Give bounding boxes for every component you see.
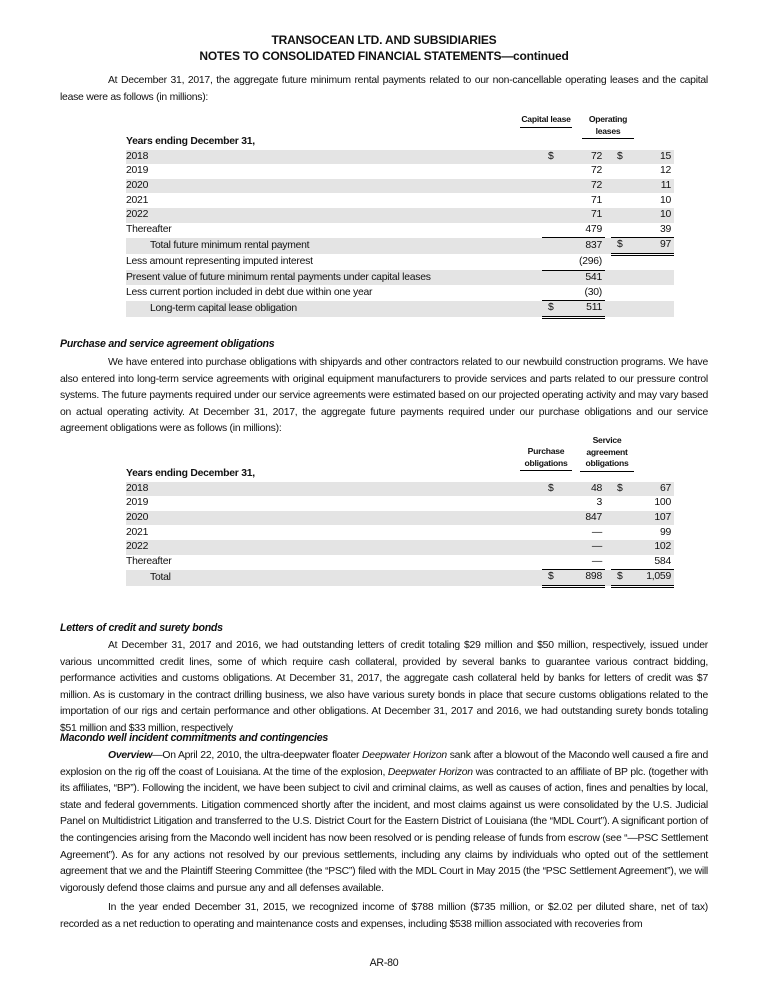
value-col1: 72 [590,165,602,177]
dollar-sign: $ [542,482,562,497]
dollar-sign [611,525,631,540]
col-header-capital: Capital lease [520,114,572,128]
purchase-text: We have entered into purchase obligations with shipyards and other contractors related to our newbuild construction programs. We have also entered into long-term service agreements with original equipment manufacturers to provide services and parts related to our pressure control systems. The future payments required under our service agreements were estimated based on our projected operating activity and may vary based on actual operating activity. At December 31, 2017, the aggregate future payments required under our purchase obligations and our service agreement obligations were as follows (in millions): [60,357,708,435]
dollar-sign [542,496,562,511]
value-col2 [631,254,674,270]
row-label: 2022 [126,540,542,555]
dollar-sign [611,285,631,300]
dollar-sign [611,270,631,285]
value-col2: 12 [659,165,671,177]
row-label: 2018 [126,150,542,165]
rig-name: Deepwater Horizon [362,750,447,761]
table-row [126,238,674,255]
dollar-sign: $ [611,482,631,497]
value-col2: 11 [631,179,674,194]
row-label: 2021 [126,194,149,206]
table-row [126,570,674,587]
dollar-sign [542,179,562,194]
value-col2: 99 [659,526,671,538]
dollar-sign [542,238,562,255]
table-row [126,301,674,318]
lease-table [126,135,674,319]
table-row [126,555,674,570]
value-col1: 71 [590,194,602,206]
table-row [126,150,674,165]
value-col2: 10 [631,208,674,223]
value-col1: 837 [562,238,605,255]
row-label: Thereafter [126,556,172,568]
table-row [126,254,674,270]
table-row [126,164,674,179]
dollar-sign [611,193,631,208]
dollar-sign [611,254,631,270]
value-col1: 511 [562,301,605,318]
table-row [126,496,674,511]
value-col2: 102 [631,540,674,555]
dollar-sign [542,511,562,526]
value-col1: 48 [562,482,605,497]
dollar-sign [611,301,631,318]
purchase-heading: Purchase and service agreement obligations [60,338,275,350]
dollar-sign: $ [611,570,631,587]
value-col2 [631,301,674,318]
dollar-sign [611,208,631,223]
row-label: 2019 [126,497,149,509]
overview-label: Overview [108,750,153,761]
intro-text: At December 31, 2017, the aggregate future minimum rental payments related to our non-cancellable operating leases and the capital lease were as follows (in millions): [60,75,708,103]
row-label: Less current portion included in debt due within one year [126,286,373,298]
value-col2: 10 [659,194,671,206]
value-col1: 3 [596,497,602,509]
col-header-purchase: Purchase obligations [520,446,572,471]
purchase-table [126,467,674,588]
dollar-sign [542,164,562,179]
col-header-operating: Operating leases [582,114,634,139]
macondo-heading: Macondo well incident commitments and contingencies [60,732,329,744]
value-col1: — [562,540,605,555]
table-row [126,540,674,555]
value-col1: — [562,555,605,570]
row-label: Total future minimum rental payment [126,238,542,255]
row-label: 2020 [126,511,542,526]
dollar-sign [542,223,562,238]
value-col1: 72 [562,179,605,194]
dollar-sign [542,193,562,208]
row-label: 2019 [126,165,149,177]
dollar-sign: $ [542,301,562,318]
dollar-sign [542,270,562,285]
dollar-sign [542,285,562,300]
value-col2: 97 [631,238,674,255]
table-row [126,511,674,526]
company-title: TRANSOCEAN LTD. AND SUBSIDIARIES [271,33,497,47]
years-label: Years ending December 31, [126,136,255,148]
table-row [126,193,674,208]
table-row [126,482,674,497]
dollar-sign: $ [611,150,631,165]
col-header-service: Service agreement obligations [580,435,634,472]
letters-text: At December 31, 2017 and 2016, we had outstanding letters of credit totaling $29 million and $50 million, respectively, issued under various uncommitted credit lines, some of which require cash collateral, provided by several banks to guarantee various contract bidding, performance activities and customs obligations. At December 31, 2017, the aggregate cash collateral held by banks for letters of credit was $7 million. As is customary in the contract drilling business, we also have various surety bonds in place that secure customs obligations related to the importation of our rigs and certain performance and other obligations. At December 31, 2017 and 2016, we had outstanding surety bonds totaling $51 million and $33 million, respectively [60,640,708,734]
row-label: Less amount representing imputed interest [126,256,313,268]
dollar-sign [611,496,631,511]
text: In the year ended December 31, 2015, we recognized income of $788 million ($735 million, or $2.02 per diluted share, net of tax) recorded as a net reduction to operating and maintenance costs and expenses, including $538 million associated with recoveries from [60,902,708,930]
value-col1: 847 [562,511,605,526]
value-col1: — [591,526,602,538]
dollar-sign: $ [611,238,631,255]
dollar-sign: $ [542,150,562,165]
dollar-sign [611,555,631,570]
text: —On April 22, 2010, the ultra-deepwater floater [152,750,363,761]
value-col1: 71 [562,208,605,223]
table-row [126,223,674,238]
row-label: 2018 [126,482,542,497]
dollar-sign [542,208,562,223]
dollar-sign [611,164,631,179]
table-row [126,285,674,300]
value-col1: (296) [562,254,605,270]
letters-heading: Letters of credit and surety bonds [60,622,223,634]
table-row [126,179,674,194]
dollar-sign [542,540,562,555]
dollar-sign [611,179,631,194]
row-label: 2022 [126,208,542,223]
macondo-paragraph-1 [60,748,708,897]
text: was contracted to an affiliate of BP plc. (together with its affiliates, “BP”). Following the incident, we have been subject to civil and criminal claims, as well as causes of action, fines and penalties by local, state and federal governments. Litigation commenced shortly after the incident, and most claims against us were consolidated by the U.S. Judicial Panel on Multidistrict Litigation and transferred to the U.S. District Court for the Eastern District of Louisiana (the “MDL Court”). A significant portion of the contingencies arising from the Macondo well incident has now been resolved or is pending release of funds from escrow (see “—PSC Settlement Agreement”). As for any actions not resolved by our previous settlements, including any claims by individuals who opted out of the settlement agreement that we and the Plaintiff Steering Committee (the “PSC”) filed with the MDL Court in May 2015 (the “PSC Settlement Agreement”), we will vigorously defend those claims and pursue any and all defenses available. [60,766,708,894]
intro-paragraph [60,73,708,106]
dollar-sign [611,223,631,238]
row-label: Long-term capital lease obligation [126,301,542,318]
page-number: AR-80 [369,957,399,969]
dollar-sign [611,540,631,555]
value-col2: 107 [631,511,674,526]
value-col2 [631,270,674,285]
dollar-sign [542,254,562,270]
text: sank after a blowout of the Macondo well caused a fire and explosion on the rig off the coast of Louisiana. At the time of the explosion, [60,750,708,778]
value-col1: (30) [562,285,605,300]
rig-name: Deepwater Horizon [387,766,473,778]
dollar-sign [542,555,562,570]
dollar-sign [611,511,631,526]
value-col2 [631,285,674,300]
macondo-paragraph-2 [60,900,708,933]
value-col2: 100 [654,497,671,509]
value-col1: 541 [562,270,605,285]
value-col2: 584 [631,555,674,570]
table-row [126,270,674,285]
dollar-sign: $ [542,570,562,587]
table-row [126,525,674,540]
letters-paragraph [60,638,708,738]
value-col2: 39 [631,223,674,238]
row-label: 2021 [126,526,149,538]
row-label: Total [126,570,542,587]
row-label: Present value of future minimum rental payments under capital leases [126,270,542,285]
value-col1: 479 [562,223,605,238]
row-label: 2020 [126,179,542,194]
notes-title: NOTES TO CONSOLIDATED FINANCIAL STATEMENTS—continued [199,49,569,63]
table-row [126,208,674,223]
row-label: Thereafter [126,224,172,236]
value-col1: 898 [562,570,605,587]
purchase-paragraph [60,355,708,438]
value-col2: 15 [631,150,674,165]
years-label: Years ending December 31, [126,468,255,480]
dollar-sign [542,525,562,540]
value-col2: 67 [631,482,674,497]
value-col1: 72 [562,150,605,165]
value-col2: 1,059 [631,570,674,587]
